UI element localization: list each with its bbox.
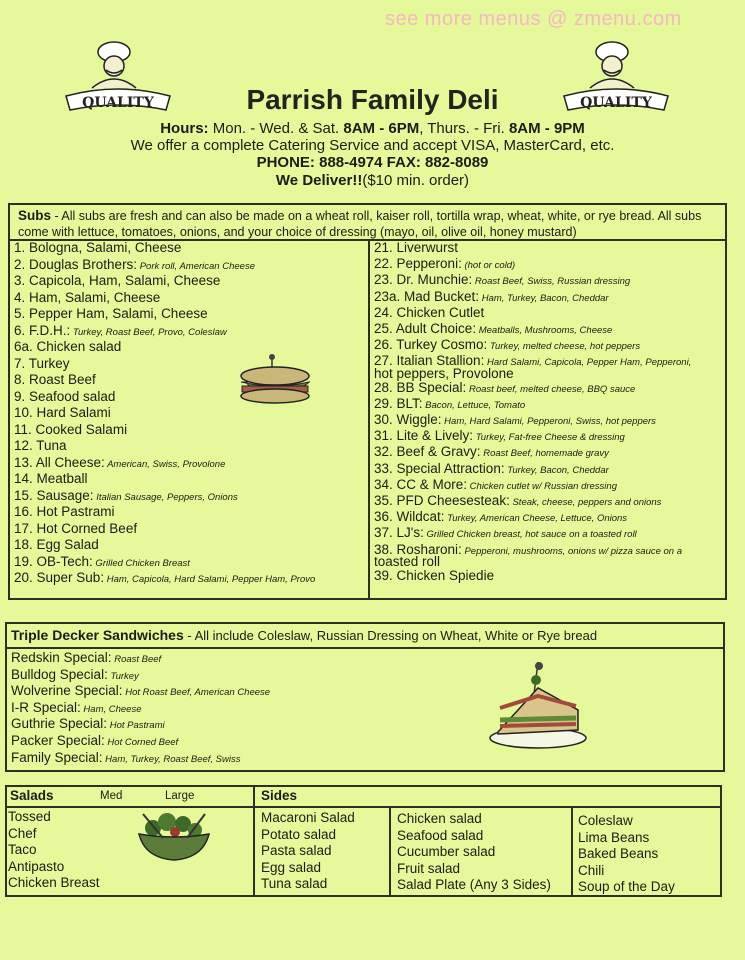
menu-item-description: Hard Salami, Capicola, Pepper Ham, Pepperoni, — [484, 357, 692, 369]
menu-item — [11, 733, 178, 748]
menu-item-name: 38. Rosharoni: — [374, 541, 462, 557]
menu-item — [374, 380, 635, 395]
menu-item-name: I-R Special: — [11, 699, 81, 715]
menu-item-name: Packer Special: — [11, 733, 105, 748]
menu-item — [374, 444, 609, 459]
menu-item-name: 34. CC & More: — [374, 476, 468, 492]
menu-item-name: 35. PFD Cheesesteak: — [374, 493, 510, 508]
menu-item-name: 31. Lite & Lively: — [374, 428, 474, 444]
subs-intro: Subs - All subs are fresh and can also be made on a wheat roll, kaiser roll, tortilla wrap, wheat, white, or rye bread. All subs come with lettuce, tomatoes, onions, and your choice of dressing (mayo, oil, olive oil, honey mustard) — [18, 208, 702, 239]
menu-item — [374, 509, 627, 524]
menu-item — [14, 455, 225, 470]
menu-item — [14, 504, 115, 519]
menu-item-description: Hot Corned Beef — [104, 737, 179, 748]
menu-item-name: 33. Special Attraction: — [374, 460, 505, 476]
menu-item — [14, 570, 315, 585]
hours-line: Hours: Mon. - Wed. & Sat. 8AM - 6PM, Thurs. - Fri. 8AM - 9PM — [160, 120, 585, 137]
menu-item: Soup of the Day — [578, 879, 675, 894]
menu-item: Cucumber salad — [397, 844, 496, 859]
menu-item-name: 12. Tuna — [14, 438, 67, 453]
menu-item-name: 15. Sausage: — [14, 487, 94, 503]
menu-item: Baked Beans — [578, 846, 659, 861]
menu-item-description: Bacon, Lettuce, Tomato — [422, 399, 526, 411]
menu-item-description: Roast Beef, homemade gravy — [480, 448, 609, 460]
menu-item-name: 11. Cooked Salami — [14, 421, 128, 437]
menu-item-description: Steak, cheese, peppers and onions — [509, 497, 662, 508]
menu-item — [374, 428, 625, 443]
menu-item: Coleslaw — [578, 813, 633, 828]
menu-item-name: 21. Liverwurst — [374, 240, 459, 255]
menu-item-name: 14. Meatball — [14, 471, 88, 486]
menu-item — [14, 521, 137, 536]
menu-item-description: Pork roll, American Cheese — [137, 260, 255, 272]
menu-item — [11, 650, 161, 665]
menu-item-name: 29. BLT: — [374, 395, 423, 411]
menu-item — [374, 256, 515, 271]
salads-med-label: Med — [100, 790, 123, 802]
menu-item — [11, 683, 270, 698]
svg-text:QUALITY: QUALITY — [580, 95, 652, 111]
menu-item — [374, 337, 640, 352]
menu-item — [374, 493, 661, 508]
menu-item-name: 13. All Cheese: — [14, 454, 105, 470]
menu-item — [14, 405, 111, 420]
menu-item-name: 20. Super Sub: — [14, 570, 105, 585]
menu-item — [374, 568, 494, 583]
menu-item: Chicken salad — [397, 811, 482, 826]
menu-item: Antipasto — [8, 858, 65, 874]
menu-item-description: Turkey, Bacon, Cheddar — [504, 464, 609, 476]
menu-item — [14, 422, 127, 437]
menu-item-description: Turkey, Fat-free Cheese & dressing — [473, 432, 625, 444]
menu-item-description-cont: toasted roll — [374, 553, 441, 569]
menu-item-name: 2. Douglas Brothers: — [14, 256, 138, 272]
menu-item — [14, 273, 220, 288]
salad-bowl-icon — [133, 808, 215, 866]
menu-item — [14, 240, 181, 255]
menu-item-description: Turkey, melted cheese, hot peppers — [487, 341, 641, 353]
menu-item-name: 26. Turkey Cosmo: — [374, 337, 488, 353]
menu-item — [14, 290, 160, 305]
menu-item-name: 10. Hard Salami — [14, 405, 111, 420]
menu-item-name: Redskin Special: — [11, 650, 112, 665]
menu-item — [374, 477, 617, 492]
menu-item-name: 23a. Mad Bucket: — [374, 288, 480, 304]
menu-item-description: American, Swiss, Provolone — [104, 458, 226, 470]
menu-item-description: Italian Sausage, Peppers, Onions — [93, 491, 238, 503]
menu-item — [14, 372, 96, 387]
menu-item-name: 28. BB Special: — [374, 379, 467, 395]
menu-item-name: 27. Italian Stallion: — [374, 353, 485, 369]
menu-item-name: Family Special: — [11, 749, 103, 765]
menu-item-name: 23. Dr. Munchie: — [374, 272, 473, 288]
menu-item — [14, 323, 227, 338]
salads-large-label: Large — [165, 790, 195, 802]
menu-item-description: Grilled Chicken breast, hot sauce on a toasted roll — [423, 529, 637, 541]
menu-item: Macaroni Salad — [261, 810, 355, 825]
menu-item-name: Wolverine Special: — [11, 683, 123, 699]
menu-item-description: Roast Beef, Swiss, Russian dressing — [472, 276, 631, 288]
menu-item-name: 36. Wildcat: — [374, 509, 445, 525]
menu-item — [14, 471, 88, 486]
subs-list-right — [374, 240, 724, 595]
menu-item — [374, 461, 609, 476]
menu-item — [374, 272, 630, 287]
menu-item-description: Pepperoni, mushrooms, onions w/ pizza sauce on a — [461, 545, 683, 557]
menu-item-name: 22. Pepperoni: — [374, 256, 462, 272]
subs-list-left — [14, 240, 364, 595]
menu-item-description: (hot or cold) — [461, 260, 516, 272]
menu-item-name: Guthrie Special: — [11, 716, 108, 732]
menu-item — [14, 389, 115, 404]
menu-item-name: Bulldog Special: — [11, 666, 108, 682]
divider — [253, 785, 255, 897]
menu-item — [11, 700, 142, 715]
salads-heading: Salads — [10, 788, 54, 803]
menu-item-description: Turkey — [107, 670, 139, 682]
menu-item: Chili — [578, 862, 605, 878]
salads-list — [8, 809, 100, 892]
menu-item-name: 19. OB-Tech: — [14, 553, 93, 569]
menu-item-description: Ham, Hard Salami, Pepperoni, Swiss, hot peppers — [441, 416, 656, 427]
menu-item: Taco — [8, 842, 37, 857]
menu-item-name: 7. Turkey — [14, 355, 70, 371]
svg-text:QUALITY: QUALITY — [82, 95, 154, 111]
menu-item — [14, 537, 99, 552]
watermark[interactable]: see more menus @ zmenu.com — [385, 8, 682, 30]
menu-item-name: 3. Capicola, Ham, Salami, Cheese — [14, 273, 221, 288]
menu-item — [374, 396, 525, 411]
menu-item-name: 25. Adult Choice: — [374, 321, 477, 336]
menu-item-description: Roast beef, melted cheese, BBQ sauce — [466, 383, 636, 395]
menu-item — [374, 321, 612, 336]
menu-item-name: 17. Hot Corned Beef — [14, 520, 138, 536]
divider — [389, 806, 391, 897]
phone-line: PHONE: 888-4974 FAX: 882-8089 — [256, 154, 489, 171]
triple-heading: Triple Decker Sandwiches - All include Coleslaw, Russian Dressing on Wheat, White or Rye bread — [11, 627, 598, 643]
menu-item — [374, 525, 637, 540]
menu-item-name: 37. LJ's: — [374, 525, 424, 541]
menu-item — [11, 750, 241, 765]
page-title: Parrish Family Deli — [246, 84, 499, 115]
menu-item — [374, 305, 484, 320]
divider — [571, 806, 573, 897]
triple-sandwich-icon — [486, 658, 590, 752]
menu-item-name: 5. Pepper Ham, Salami, Cheese — [14, 306, 208, 321]
sides-list-2 — [397, 811, 551, 894]
menu-item — [374, 289, 609, 304]
divider — [5, 806, 722, 808]
menu-item: Salad Plate (Any 3 Sides) — [397, 877, 551, 892]
menu-item: Lima Beans — [578, 829, 650, 845]
menu-item-name: 18. Egg Salad — [14, 537, 99, 552]
menu-item: Seafood salad — [397, 827, 484, 843]
menu-item-description: Turkey, Roast Beef, Provo, Coleslaw — [70, 326, 227, 338]
menu-item-name: 8. Roast Beef — [14, 372, 96, 387]
sides-list-1 — [261, 810, 355, 893]
menu-item: Fruit salad — [397, 860, 461, 876]
menu-item-name: 39. Chicken Spiedie — [374, 567, 495, 583]
menu-item — [14, 306, 208, 321]
sub-sandwich-icon — [236, 352, 314, 408]
menu-item-name: 9. Seafood salad — [14, 388, 116, 404]
menu-item: Egg salad — [261, 859, 322, 875]
menu-item: Pasta salad — [261, 843, 332, 858]
menu-item-description: Ham, Cheese — [80, 703, 142, 715]
menu-item — [11, 716, 165, 731]
deliver-line: We Deliver!!($10 min. order) — [275, 172, 470, 189]
menu-item — [14, 257, 255, 272]
catering-line: We offer a complete Catering Service and accept VISA, MasterCard, etc. — [130, 137, 615, 154]
menu-item: Tossed — [8, 809, 51, 824]
menu-item — [374, 240, 458, 255]
menu-item-description: Meatballs, Mushrooms, Cheese — [476, 325, 613, 336]
menu-item-name: 6. F.D.H.: — [14, 322, 71, 338]
menu-item — [14, 438, 67, 453]
divider — [368, 239, 370, 600]
menu-item-name: 4. Ham, Salami, Cheese — [14, 289, 161, 305]
menu-item-description: Hot Roast Beef, American Cheese — [122, 687, 271, 699]
menu-item: Tuna salad — [261, 876, 328, 891]
menu-item-description-cont: hot peppers, Provolone — [374, 365, 514, 381]
menu-item: Potato salad — [261, 826, 337, 842]
menu-item-description: Chicken cutlet w/ Russian dressing — [467, 480, 617, 492]
triple-list — [11, 650, 471, 768]
menu-item-name: 32. Beef & Gravy: — [374, 444, 481, 460]
menu-item — [14, 554, 190, 569]
menu-item-name: 1. Bologna, Salami, Cheese — [14, 240, 182, 255]
menu-item-description: Grilled Chicken Breast — [92, 557, 190, 569]
menu-item-name: 16. Hot Pastrami — [14, 504, 115, 519]
menu-item — [14, 356, 70, 371]
menu-item-description: Hot Pastrami — [107, 720, 165, 732]
menu-item-description: Ham, Capicola, Hard Salami, Pepper Ham, Provo — [104, 574, 316, 585]
divider — [5, 647, 725, 649]
sides-heading: Sides — [261, 788, 298, 803]
menu-item-name: 6a. Chicken salad — [14, 339, 122, 354]
menu-item — [14, 339, 121, 354]
menu-item: Chef — [8, 825, 37, 841]
menu-item-description: Turkey, American Cheese, Lettuce, Onions — [444, 513, 628, 525]
menu-item-name: 24. Chicken Cutlet — [374, 304, 485, 320]
menu-item — [14, 488, 238, 503]
menu-item-description: Ham, Turkey, Bacon, Cheddar — [479, 292, 609, 304]
menu-item-description: Ham, Turkey, Roast Beef, Swiss — [102, 753, 241, 765]
menu-item — [374, 412, 656, 427]
menu-item-description: Roast Beef — [111, 654, 162, 665]
menu-item — [11, 667, 139, 682]
sides-list-3 — [578, 813, 675, 896]
menu-item-name: 30. Wiggle: — [374, 412, 442, 427]
menu-item: Chicken Breast — [8, 875, 100, 890]
